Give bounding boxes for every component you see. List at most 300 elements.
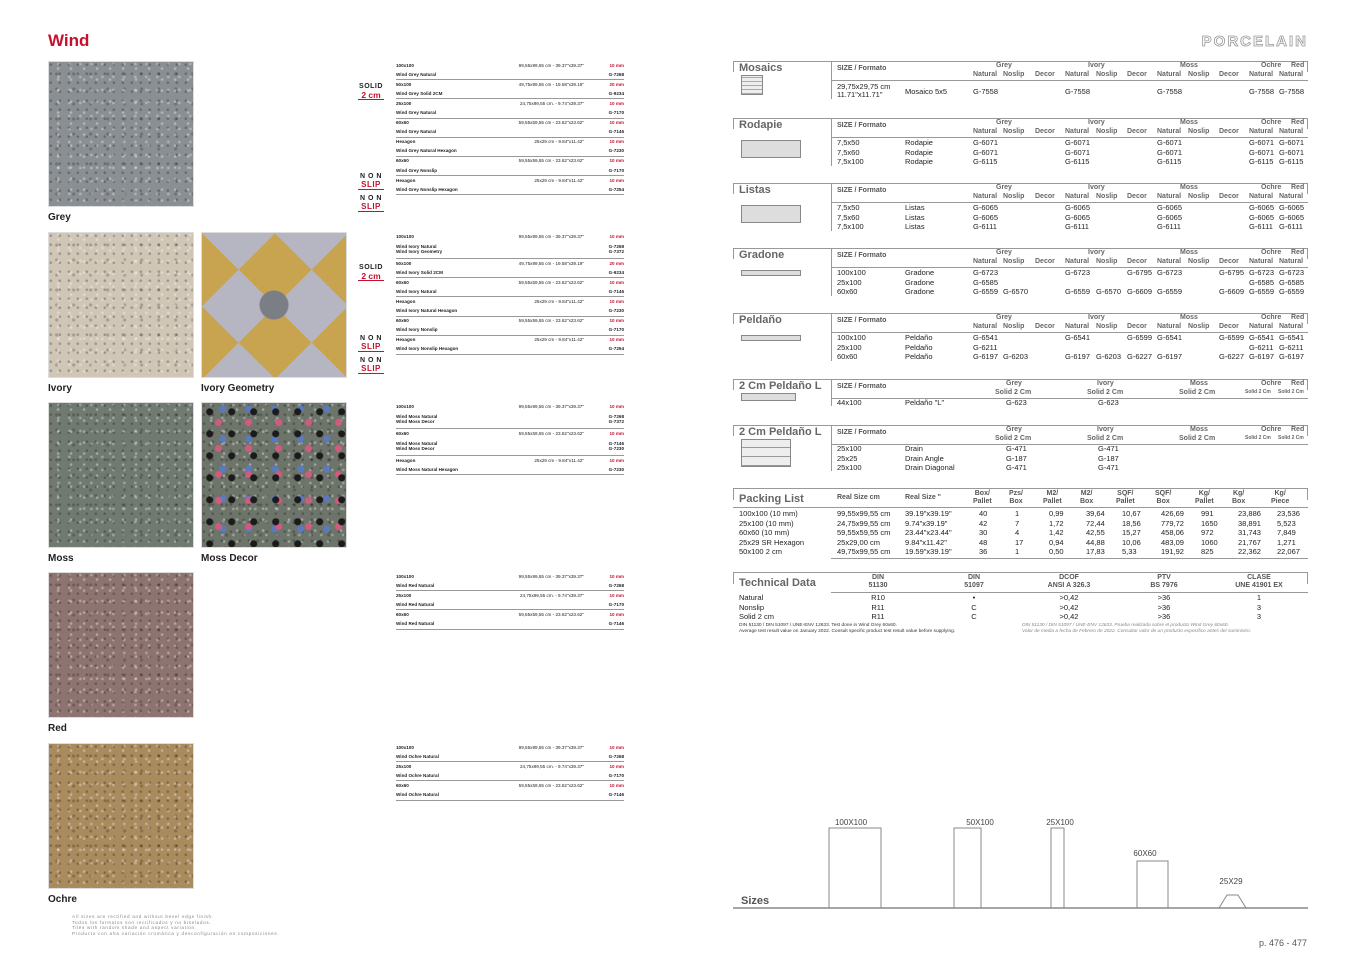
- row-code: G-7558: [1249, 87, 1275, 96]
- spec-size: 100x100: [396, 62, 414, 68]
- row-code: G-6541: [1249, 333, 1275, 342]
- row-code: G-6111: [1249, 222, 1273, 232]
- spec-size: 50x100: [396, 81, 412, 87]
- sub-column-header: Natural: [973, 258, 998, 265]
- sizes-title: Sizes: [741, 895, 770, 907]
- spec-code: G-7146: [608, 129, 624, 135]
- sub-column-header: Natural: [1065, 193, 1090, 200]
- row-code: G-6071: [1279, 147, 1305, 157]
- row-code: G-6071: [1279, 138, 1305, 147]
- row-size: 25x100: [837, 463, 862, 473]
- row-code: G-7558: [1279, 87, 1305, 96]
- spec-thickness: 10 mm: [609, 139, 624, 145]
- row-size: 60x60: [837, 352, 858, 362]
- color-group-header: Moss: [1180, 249, 1198, 256]
- packing-cell: 31,743: [1238, 528, 1261, 538]
- spec-size: Hexagon: [396, 337, 416, 343]
- spec-product-row: [396, 267, 624, 278]
- spec-product-row: [396, 410, 624, 429]
- spec-product-row: [396, 770, 624, 781]
- spec-thickness: 10 mm: [609, 337, 624, 343]
- spec-size-row: [396, 591, 624, 599]
- technical-cell: >0,42: [1059, 612, 1079, 622]
- technical-cell: C: [971, 612, 977, 622]
- row-code: G-6585: [1249, 277, 1275, 287]
- sub-column-header: Decor: [1035, 193, 1055, 200]
- row-code: G-6585: [973, 277, 999, 287]
- row-code: G-6065: [1157, 203, 1183, 212]
- row-product: Peldaño: [905, 352, 933, 362]
- row-code: G-6071: [973, 138, 999, 147]
- packing-header: SQF/ Box: [1155, 490, 1172, 505]
- color-group-header: Red: [1291, 314, 1305, 321]
- sub-column-header: Solid 2 Cm: [1278, 435, 1304, 441]
- packing-cell: 1,42: [1049, 528, 1064, 538]
- spec-code: G-7372: [608, 419, 624, 424]
- tile-label: Red: [48, 723, 67, 734]
- color-group-header: Red: [1291, 426, 1305, 433]
- spec-code: G-7146: [608, 620, 624, 626]
- technical-cell: 3: [1256, 612, 1262, 622]
- spec-size-row: [396, 80, 624, 88]
- packing-cell: 59,55x59,55 cm: [837, 528, 891, 538]
- spec-product-row: [396, 146, 624, 157]
- color-group-header: Ivory: [1088, 184, 1105, 191]
- row-code: G-6559: [1157, 287, 1183, 297]
- row-code: G-6065: [1065, 212, 1091, 222]
- sub-column-header: Natural: [1065, 71, 1090, 78]
- row-size: 44x100: [837, 398, 862, 407]
- color-group-header: Moss: [1190, 380, 1208, 387]
- spec-code: G-7254: [608, 186, 624, 192]
- packing-cell: 426,69: [1161, 509, 1184, 518]
- row-product: Listas: [905, 203, 925, 212]
- row-code: G-6115: [1249, 157, 1274, 167]
- spec-size-row: [396, 278, 624, 286]
- packing-cell: 9.84"x11.42": [905, 537, 947, 547]
- page-number: p. 476 - 477: [1258, 938, 1307, 948]
- sub-column-header: Solid 2 Cm: [995, 435, 1032, 442]
- sub-column-header: Natural: [1157, 193, 1182, 200]
- technical-note: DIN 51130 / DIN 51097 / UNE-ENV 12633. Test done in Wind Grey 60x60. Average test result value on January 2022. Consult specific product test result value before supplying.: [739, 623, 956, 634]
- spec-size-row: [396, 232, 624, 240]
- spec-dimensions: 59,55x59,55 cm - 23.62"x23.62": [518, 782, 584, 788]
- row-code: G-6203: [1096, 352, 1122, 362]
- packing-cell: 15,27: [1122, 528, 1141, 538]
- footnote-line: Todos los formatos son rectificados y no biselados.: [72, 919, 212, 925]
- packing-header: Real Size ": [905, 494, 942, 501]
- sub-column-header: Noslip: [1188, 71, 1210, 78]
- spec-dimensions: 24,75x99,55 cm. - 9.74"x39.37": [519, 100, 584, 106]
- sub-column-header: Natural: [1157, 71, 1182, 78]
- sub-column-header: Solid 2 Cm: [1278, 389, 1304, 395]
- spec-dimensions: 99,55x99,55 cm - 39.37"x39.37": [518, 573, 584, 579]
- size-label: 100X100: [834, 818, 868, 827]
- row-product: Gradone: [905, 268, 935, 277]
- spec-size-row: [396, 157, 624, 165]
- sub-column-header: Natural: [1279, 323, 1304, 330]
- spec-size-row: [396, 99, 624, 107]
- row-product: Drain Angle: [905, 453, 944, 463]
- size-header: SIZE / Formato: [837, 252, 887, 259]
- packing-cell: 191,92: [1161, 547, 1184, 557]
- packing-cell: 25x100 (10 mm): [739, 518, 794, 528]
- section-name: 2 Cm Peldaño L: [739, 380, 822, 392]
- row-product: Rodapie: [905, 147, 933, 157]
- spec-size: 60x60: [396, 158, 409, 164]
- row-code: G-6111: [1279, 222, 1303, 232]
- spec-size-row: [396, 402, 624, 410]
- spec-size-row: [396, 456, 624, 464]
- packing-header: Kg/ Piece: [1271, 490, 1290, 505]
- packing-cell: 42,55: [1086, 528, 1105, 538]
- row-code: G-6071: [1065, 147, 1091, 157]
- size-shape-50x100: [954, 828, 981, 908]
- packing-header: Real Size cm: [837, 494, 880, 501]
- spec-product-name: Wind Moss Natural: [396, 441, 438, 446]
- technical-note: DIN 51130 / DIN 51097 / UNE-ENV 12633. Prueba realizada sobre el producto Wind Grey 60x60. Valor de media a fecha de Febrero de 2022. Consultar valor de un producto específico antes del suministro.: [1022, 623, 1252, 634]
- spec-size: 60x60: [396, 318, 409, 324]
- row-code: G-6115: [1157, 157, 1182, 167]
- accessory-icon: [741, 140, 801, 158]
- spec-dimensions: 99,55x99,55 cm - 39.37"x39.37": [518, 62, 584, 68]
- tile-image: [48, 402, 194, 548]
- spec-size: Hexagon: [396, 298, 416, 304]
- spec-product-name: Wind Ochre Natural: [396, 791, 439, 797]
- technical-cell: R11: [871, 612, 885, 622]
- spec-product-name: Wind Ivory Natural: [396, 244, 437, 249]
- section-name: Mosaics: [739, 62, 783, 74]
- technical-cell: •: [972, 593, 976, 602]
- spec-product-row: [396, 789, 624, 800]
- size-label: 25X29: [1219, 877, 1243, 886]
- technical-cell: Solid 2 cm: [739, 612, 775, 622]
- size-label: 50X100: [966, 818, 994, 827]
- section-name: Peldaño: [739, 314, 782, 326]
- packing-header: SQF/ Pallet: [1116, 490, 1135, 505]
- packing-header: Box/ Pallet: [973, 490, 992, 505]
- product-spec-table: [396, 743, 624, 801]
- accessory-icon: [741, 393, 796, 401]
- color-group-header: Moss: [1190, 426, 1208, 433]
- packing-cell: 48: [979, 537, 988, 547]
- spec-product-row: [396, 464, 624, 475]
- size-header: SIZE / Formato: [837, 65, 887, 72]
- sub-column-header: Solid 2 Cm: [1087, 435, 1124, 442]
- color-group-header: Grey: [996, 62, 1012, 69]
- row-size: 100x100: [837, 333, 866, 342]
- row-code: G-6065: [1279, 212, 1305, 222]
- sub-column-header: Noslip: [1096, 193, 1118, 200]
- color-group-header: Ochre: [1261, 119, 1282, 126]
- spec-dimensions: 25x29 cm - 9.84"x11.42": [534, 298, 584, 304]
- section-name: Rodapie: [739, 119, 783, 131]
- packing-cell: 5,523: [1277, 518, 1296, 528]
- row-code: G-6197: [1249, 352, 1275, 362]
- spec-product-row: [396, 305, 624, 316]
- row-code: G-6227: [1127, 352, 1153, 362]
- sub-column-header: Decor: [1219, 323, 1239, 330]
- spec-size: 100x100: [396, 744, 414, 750]
- solid-badge: SOLID 2 cm: [359, 83, 383, 100]
- sub-column-header: Natural: [1279, 71, 1304, 78]
- spec-dimensions: 25x29 cm - 9.84"x11.42": [534, 177, 584, 183]
- row-code: G-6723: [1065, 268, 1091, 277]
- packing-header: Kg/ Pallet: [1195, 490, 1214, 505]
- spec-product-row: [396, 240, 624, 259]
- row-product: Gradone: [905, 277, 935, 287]
- packing-cell: 39,64: [1086, 509, 1105, 518]
- spec-size-row: [396, 119, 624, 127]
- spec-size-row: [396, 572, 624, 580]
- sub-column-header: Decor: [1127, 193, 1147, 200]
- size-shape-60x60: [1137, 861, 1168, 908]
- spec-code: G-7170: [608, 601, 624, 607]
- sub-column-header: Solid 2 Cm: [1087, 389, 1124, 396]
- section-name: 2 Cm Peldaño L: [739, 426, 822, 438]
- size-header: SIZE / Formato: [837, 383, 887, 390]
- spec-size-row: [396, 138, 624, 146]
- spec-dimensions: 59,55x59,55 cm - 23.62"x23.62": [518, 611, 584, 617]
- spec-product-name: Wind Ivory Solid 2CM: [396, 269, 443, 275]
- packing-cell: 7,849: [1277, 528, 1296, 538]
- spec-product-name: Wind Ivory Geometry: [396, 249, 443, 254]
- tile-image: [201, 402, 347, 548]
- row-code: G-7558: [1065, 87, 1091, 96]
- spec-dimensions: 49,75x99,55 cm - 19.58"x39.19": [518, 81, 584, 87]
- packing-title: Packing List: [739, 493, 804, 505]
- spec-code: G-7230: [608, 446, 624, 451]
- row-code: G-6723: [1157, 268, 1183, 277]
- color-group-header: Grey: [1006, 426, 1022, 433]
- packing-cell: 5,33: [1122, 547, 1137, 557]
- packing-cell: 17,83: [1086, 547, 1105, 557]
- sub-column-header: Decor: [1127, 323, 1147, 330]
- spec-size-row: [396, 176, 624, 184]
- sub-column-header: Natural: [1157, 323, 1182, 330]
- spec-size-row: [396, 259, 624, 267]
- packing-cell: 38,891: [1238, 518, 1261, 528]
- size-header: SIZE / Formato: [837, 122, 887, 129]
- spec-thickness: 10 mm: [609, 744, 624, 750]
- spec-thickness: 10 mm: [609, 403, 624, 409]
- spec-product-name: Wind Red Natural: [396, 601, 435, 607]
- row-code: G-6111: [1065, 222, 1089, 232]
- brand-logo: PORCELAIN: [1201, 33, 1308, 50]
- spec-thickness: 10 mm: [609, 233, 624, 239]
- spec-code: G-7268: [608, 414, 624, 419]
- accessory-icon: [741, 205, 801, 223]
- color-group-header: Grey: [996, 249, 1012, 256]
- footnote-line: Producto con alta variación cromática y desconfiguración en composiciones.: [72, 930, 280, 936]
- technical-cell: Nonslip: [739, 602, 765, 612]
- spec-code: G-7372: [608, 249, 624, 254]
- packing-cell: 25x29,00 cm: [837, 537, 880, 547]
- color-group-header: Ochre: [1261, 249, 1282, 256]
- row-size: 100x100: [837, 268, 866, 277]
- packing-cell: 39.19"x39.19": [905, 509, 952, 518]
- spec-size: 60x60: [396, 120, 409, 126]
- spec-product-name: Wind Moss Natural Hexagon: [396, 466, 458, 472]
- packing-header: Pzs/ Box: [1009, 490, 1024, 505]
- tile-image: [48, 61, 194, 207]
- sub-column-header: Decor: [1035, 323, 1055, 330]
- spec-product-name: Wind Ivory Nonslip: [396, 327, 438, 333]
- color-group-header: Moss: [1180, 184, 1198, 191]
- color-group-header: Moss: [1180, 62, 1198, 69]
- technical-title: Technical Data: [739, 577, 816, 589]
- row-code: G-6115: [973, 157, 998, 167]
- spec-product-name: Wind Ivory Natural: [396, 288, 437, 294]
- color-group-header: Ivory: [1088, 249, 1105, 256]
- row-product: Rodapie: [905, 157, 933, 167]
- spec-product-name: Wind Grey Nonslip: [396, 167, 438, 173]
- packing-cell: 972: [1201, 528, 1214, 538]
- sub-column-header: Solid 2 Cm: [1179, 435, 1216, 442]
- packing-cell: 10,67: [1122, 509, 1141, 518]
- spec-thickness: 10 mm: [609, 592, 624, 598]
- sub-column-header: Natural: [1279, 258, 1304, 265]
- sub-column-header: Noslip: [1003, 71, 1025, 78]
- row-code: G-6197: [1157, 352, 1183, 362]
- accessory-icon: [741, 270, 801, 276]
- spec-product-name: Wind Grey Solid 2CM: [396, 90, 443, 96]
- spec-thickness: 10 mm: [609, 100, 624, 106]
- spec-product-row: [396, 184, 624, 195]
- spec-dimensions: 59,55x59,55 cm - 23.62"x23.62": [518, 318, 584, 324]
- packing-cell: 483,09: [1161, 537, 1184, 547]
- row-code: G-6111: [1157, 222, 1181, 232]
- color-group-header: Red: [1291, 119, 1305, 126]
- row-code: G-6559: [1065, 287, 1091, 297]
- spec-code: G-7254: [608, 346, 624, 352]
- sub-column-header: Noslip: [1096, 71, 1118, 78]
- section-name: Listas: [739, 184, 771, 196]
- size-label: 25X100: [1046, 818, 1074, 827]
- packing-cell: 1060: [1201, 537, 1218, 547]
- spec-product-row: [396, 751, 624, 762]
- technical-header: CLASE UNE 41901 EX: [1235, 574, 1283, 589]
- packing-cell: 1,72: [1049, 518, 1064, 528]
- spec-product-row: [396, 88, 624, 99]
- sub-column-header: Decor: [1035, 71, 1055, 78]
- color-group-header: Red: [1291, 184, 1305, 191]
- row-code: G-6585: [1279, 277, 1305, 287]
- tile-label: Ivory: [48, 383, 72, 394]
- row-product: Peldaño: [905, 342, 933, 352]
- sub-column-header: Decor: [1035, 258, 1055, 265]
- spec-dimensions: 59,55x59,55 cm - 23.62"x23.62": [518, 158, 584, 164]
- spec-size-row: [396, 317, 624, 325]
- row-code: G-6197: [973, 352, 999, 362]
- row-code: G-6559: [1279, 287, 1305, 297]
- row-code: G-7558: [973, 87, 999, 96]
- spec-code: G-7170: [608, 772, 624, 778]
- row-code: G-6211: [1249, 342, 1274, 352]
- spec-thickness: 10 mm: [609, 177, 624, 183]
- packing-cell: 1650: [1201, 518, 1218, 528]
- color-group-header: Ivory: [1097, 426, 1114, 433]
- row-code: G-6065: [1279, 203, 1305, 212]
- spec-dimensions: 99,55x99,55 cm - 39.37"x39.37": [518, 744, 584, 750]
- spec-size: 60x60: [396, 279, 409, 285]
- color-group-header: Grey: [996, 314, 1012, 321]
- spec-size-row: [396, 297, 624, 305]
- row-code: G-6211: [973, 342, 998, 352]
- technical-header: PTV BS 7976: [1150, 574, 1178, 589]
- spec-code: G-7146: [608, 441, 624, 446]
- spec-thickness: 10 mm: [609, 120, 624, 126]
- row-code: G-6203: [1003, 352, 1029, 362]
- technical-header: DIN 51097: [964, 574, 984, 589]
- spec-size: 60x60: [396, 430, 409, 436]
- sub-column-header: Noslip: [1096, 128, 1118, 135]
- spec-thickness: 10 mm: [609, 318, 624, 324]
- packing-cell: 72,44: [1086, 518, 1105, 528]
- row-product: Listas: [905, 212, 925, 222]
- technical-cell: R10: [871, 593, 885, 602]
- row-code: G-6570: [1096, 287, 1122, 297]
- technical-header: DIN 51130: [868, 574, 888, 589]
- sub-column-header: Natural: [1065, 323, 1090, 330]
- color-group-header: Grey: [1006, 380, 1022, 387]
- size-label: 60X60: [1133, 849, 1157, 858]
- spec-product-row: [396, 165, 624, 176]
- product-spec-table: [396, 232, 624, 355]
- packing-cell: 44,88: [1086, 537, 1105, 547]
- row-product: Mosaico 5x5: [905, 87, 948, 96]
- accessory-icon: [741, 439, 791, 467]
- tile-image: [48, 572, 194, 718]
- tile-label: Ochre: [48, 894, 77, 905]
- packing-cell: 779,72: [1161, 518, 1184, 528]
- row-code: G-6065: [1065, 203, 1091, 212]
- sub-column-header: Natural: [973, 323, 998, 330]
- spec-size: 50x100: [396, 260, 412, 266]
- spec-code: G-7230: [608, 466, 624, 472]
- spec-thickness: 10 mm: [609, 158, 624, 164]
- spec-thickness: 10 mm: [609, 298, 624, 304]
- spec-product-row: [396, 618, 624, 629]
- row-code: G-6609: [1219, 287, 1245, 297]
- sub-column-header: Noslip: [1188, 193, 1210, 200]
- color-group-header: Ochre: [1261, 426, 1282, 433]
- spec-thickness: 10 mm: [609, 763, 624, 769]
- spec-size-row: [396, 61, 624, 69]
- spec-dimensions: 59,55x59,55 cm - 23.62"x23.62": [518, 279, 584, 285]
- sub-column-header: Noslip: [1003, 128, 1025, 135]
- technical-cell: >36: [1157, 612, 1171, 622]
- row-product: Drain: [905, 444, 923, 453]
- spec-product-name: Wind Grey Natural: [396, 129, 437, 135]
- packing-cell: 18,56: [1122, 518, 1141, 528]
- row-code: G-6559: [1249, 287, 1275, 297]
- nonslip-badge: N O N SLIP: [358, 357, 384, 374]
- spec-product-name: Wind Grey Natural: [396, 109, 437, 115]
- packing-cell: 991: [1201, 509, 1214, 518]
- row-size: 7,5x60: [837, 147, 860, 157]
- spec-product-name: Wind Red Natural: [396, 620, 435, 626]
- row-code: G-471: [1006, 444, 1027, 453]
- color-group-header: Red: [1291, 249, 1305, 256]
- sub-column-header: Natural: [973, 71, 998, 78]
- sub-column-header: Noslip: [1096, 323, 1118, 330]
- color-group-header: Ivory: [1088, 119, 1105, 126]
- spec-size: 60x60: [396, 782, 409, 788]
- sub-column-header: Natural: [1279, 193, 1304, 200]
- sub-column-header: Noslip: [1003, 323, 1025, 330]
- color-group-header: Ivory: [1088, 314, 1105, 321]
